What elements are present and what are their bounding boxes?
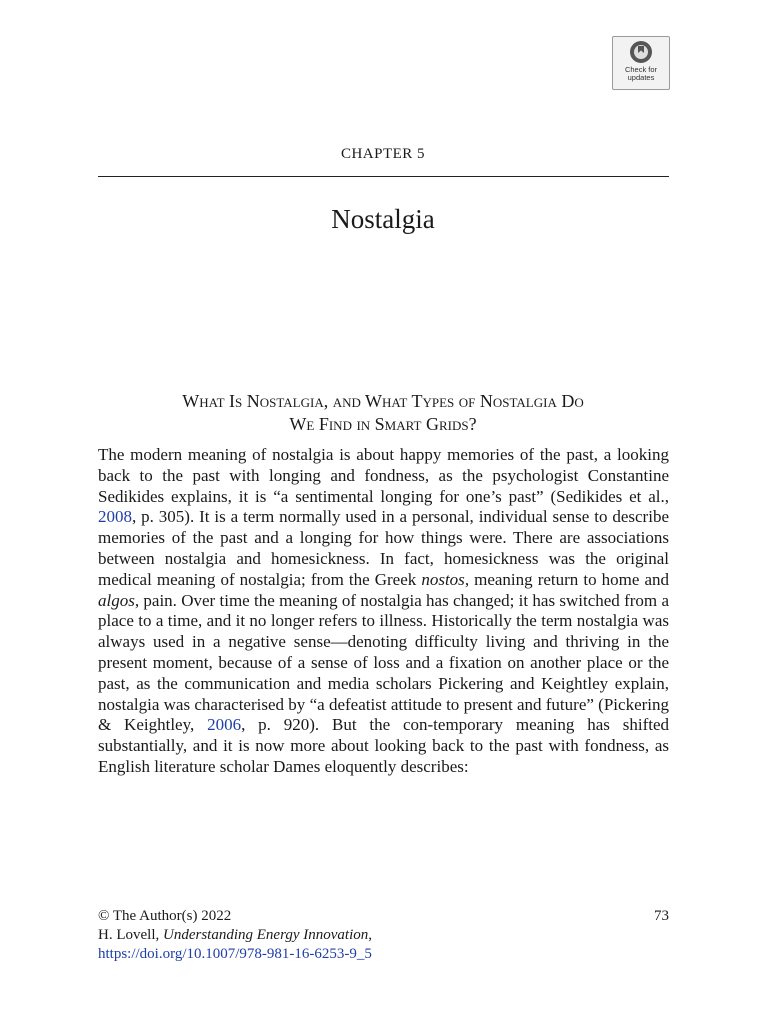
citation-link-2006[interactable]: 2006 xyxy=(207,715,242,735)
term-nostos: nostos xyxy=(421,569,465,589)
body-text-2: , p. 305). It is a term normally used in a personal, individual sense to describe memories of the past and a longing for how things were. There are associations between nostalgia and homesickness. In fact, homesickness was the original medical meaning of nostalgia; from the Greek xyxy=(98,507,669,589)
badge-label xyxy=(613,66,669,82)
badge-label-line1: Check for xyxy=(624,65,658,74)
body-text-3: , meaning return to home and xyxy=(464,569,670,589)
section-heading-line1: What Is Nostalgia, and What Types of Nostalgia Do xyxy=(182,391,584,411)
body-paragraph xyxy=(98,445,669,778)
footer xyxy=(98,907,669,964)
doi-line xyxy=(98,945,669,964)
section-heading-line2: We Find in Smart Grids? xyxy=(289,414,477,434)
term-algos: algos xyxy=(98,590,135,610)
page-number: 73 xyxy=(654,908,669,924)
chapter-title: Nostalgia xyxy=(331,204,435,234)
doi-link[interactable]: https://doi.org/10.1007/978-981-16-6253-9_5 xyxy=(98,946,372,962)
copyright-line: © The Author(s) 2022 xyxy=(98,908,232,924)
footer-comma: , xyxy=(368,927,372,943)
body-text-5: , p. 920). But the con-temporary meaning has shifted substantially, and it is now more about looking back to the past with fondness, as English literature scholar Dames eloquently describes: xyxy=(98,715,670,776)
citation-line xyxy=(98,926,669,945)
footer-book-title: Understanding Energy Innovation xyxy=(163,927,369,943)
check-updates-icon xyxy=(629,40,653,64)
badge-label-line2: updates xyxy=(627,73,655,82)
body-text-4: , pain. Over time the meaning of nostalgia has changed; it has switched from a place to a time, and it no longer refers to illness. Historically the term nostalgia was always used in a negative sense—denoting difficulty living and thriving in the present moment, because of a sense of loss and a fixation on another place or the past, as the communication and media scholars Pickering and Keightley explain, nostalgia was characterised by “a defeatist attitude to present and future” (Pickering & Keightley, xyxy=(98,590,669,735)
chapter-rule xyxy=(98,176,669,177)
footer-author: H. Lovell, xyxy=(98,927,163,943)
section-heading xyxy=(98,390,668,436)
check-for-updates-badge[interactable] xyxy=(612,36,670,90)
body-text-1: The modern meaning of nostalgia is about happy memories of the past, a looking back to the past with longing and fondness, as the psychologist Constantine Sedikides explains, it is “a sentimental longing for one’s past” (Sedikides et al., xyxy=(98,445,669,506)
chapter-label: CHAPTER 5 xyxy=(340,146,426,162)
citation-link-2008[interactable]: 2008 xyxy=(98,507,132,527)
